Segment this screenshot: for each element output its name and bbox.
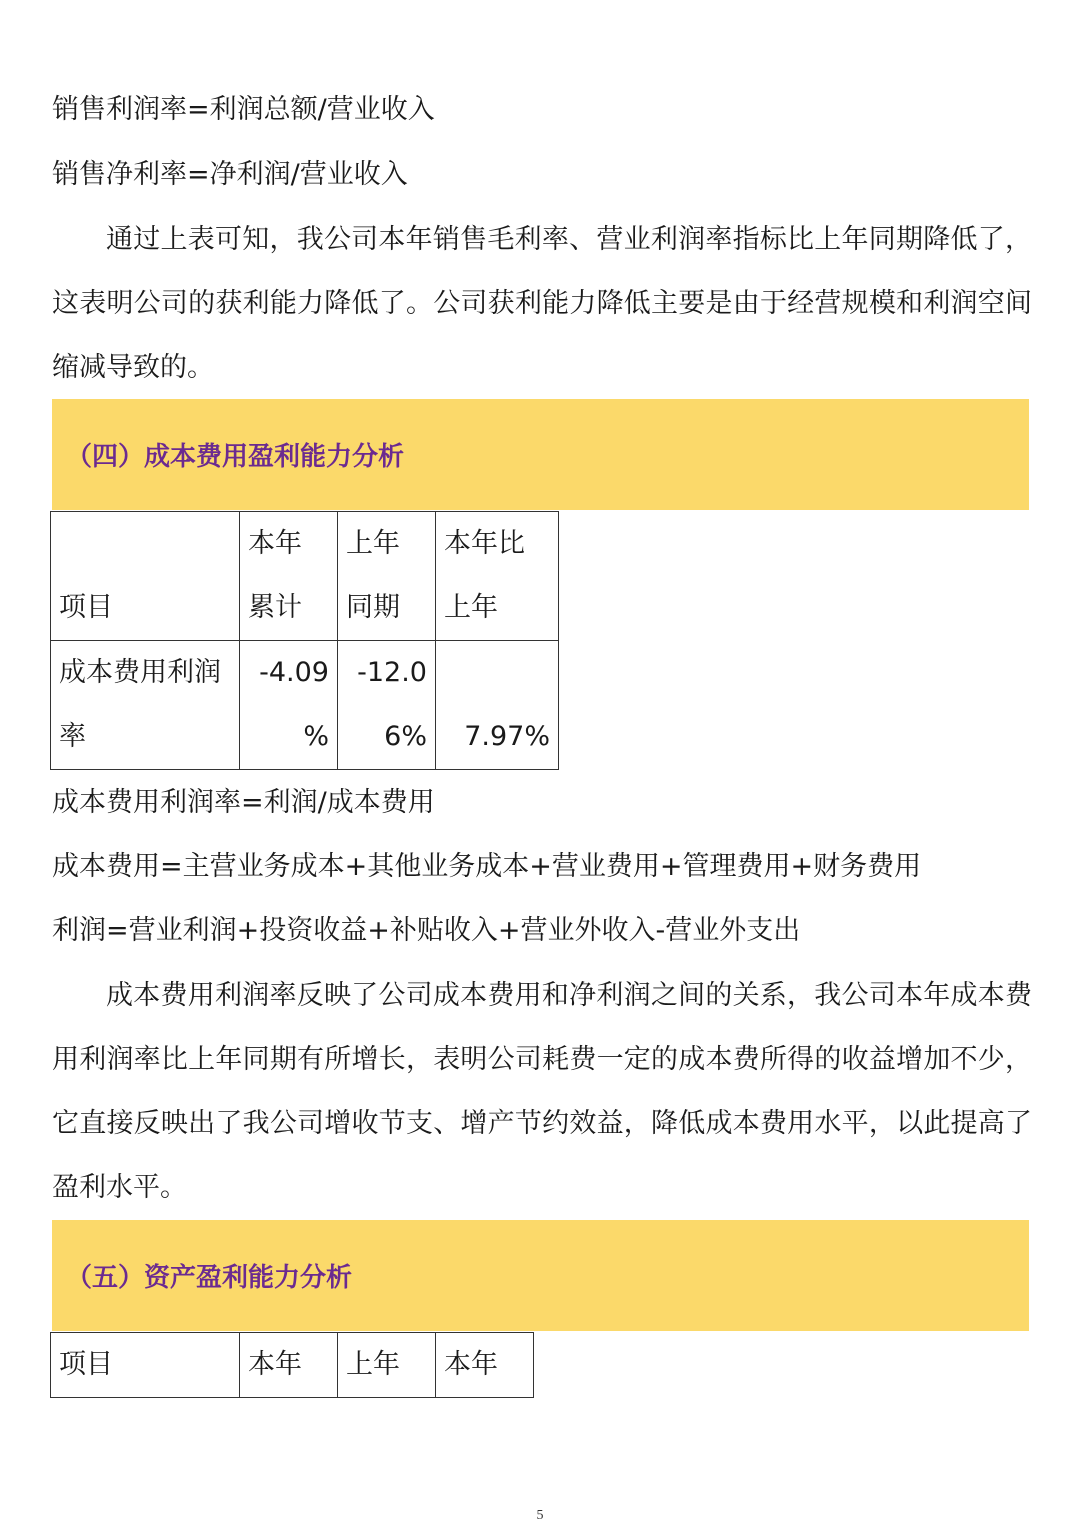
header-cell-current-year: 本年 累计 xyxy=(240,512,338,641)
header-cell-change: 本年比 上年 xyxy=(436,512,559,641)
header-cell-current-year: 本年 xyxy=(240,1333,338,1398)
formula-net-sales-rate: 销售净利率=净利润/营业收入 xyxy=(52,159,408,190)
table-row xyxy=(51,641,559,770)
section-heading-cost-expense: （四）成本费用盈利能力分析 xyxy=(66,442,405,472)
analysis-paragraph-cost-expense: 成本费用利润率反映了公司成本费用和净利润之间的关系，我公司本年成本费用利润率比上年同期有所增长，表明公司耗费一定的成本费所得的收益增加不少，它直接反映出了我公司增收节支、增产节约效益，降低成本费用水平，以此提高了盈利水平。 xyxy=(52,980,1032,1203)
cell-previous-value: -12.0 6% xyxy=(338,641,436,770)
section-heading-asset: （五）资产盈利能力分析 xyxy=(66,1263,353,1293)
table-header-row xyxy=(51,512,559,641)
analysis-paragraph-profitability: 通过上表可知，我公司本年销售毛利率、营业利润率指标比上年同期降低了，这表明公司的获利能力降低了。公司获利能力降低主要是由于经营规模和利润空间缩减导致的。 xyxy=(52,224,1032,383)
cell-current-value: -4.09 % xyxy=(240,641,338,770)
header-cell-previous-period: 上年 同期 xyxy=(338,512,436,641)
formula-cost-expense: 成本费用=主营业务成本+其他业务成本+营业费用+管理费用+财务费用 xyxy=(52,851,922,882)
formula-profit: 利润=营业利润+投资收益+补贴收入+营业外收入-营业外支出 xyxy=(52,915,801,946)
header-cell-item: 项目 xyxy=(51,1333,240,1398)
table-header-row xyxy=(51,1333,534,1398)
section-heading-banner xyxy=(52,399,1029,510)
cell-item-name: 成本费用利润 率 xyxy=(51,641,240,770)
asset-profitability-table xyxy=(50,1332,534,1398)
header-cell-item: 项目 xyxy=(51,512,240,641)
cell-change-value: 7.97% xyxy=(436,641,559,770)
section-heading-banner xyxy=(52,1220,1029,1331)
formula-sales-profit-rate: 销售利润率=利润总额/营业收入 xyxy=(52,94,435,125)
header-cell-current-year-compare: 本年 xyxy=(436,1333,534,1398)
formula-cost-expense-profit-rate: 成本费用利润率=利润/成本费用 xyxy=(52,787,435,818)
header-cell-previous-year: 上年 xyxy=(338,1333,436,1398)
page-number: 5 xyxy=(536,1508,544,1523)
cost-expense-table xyxy=(50,511,559,770)
